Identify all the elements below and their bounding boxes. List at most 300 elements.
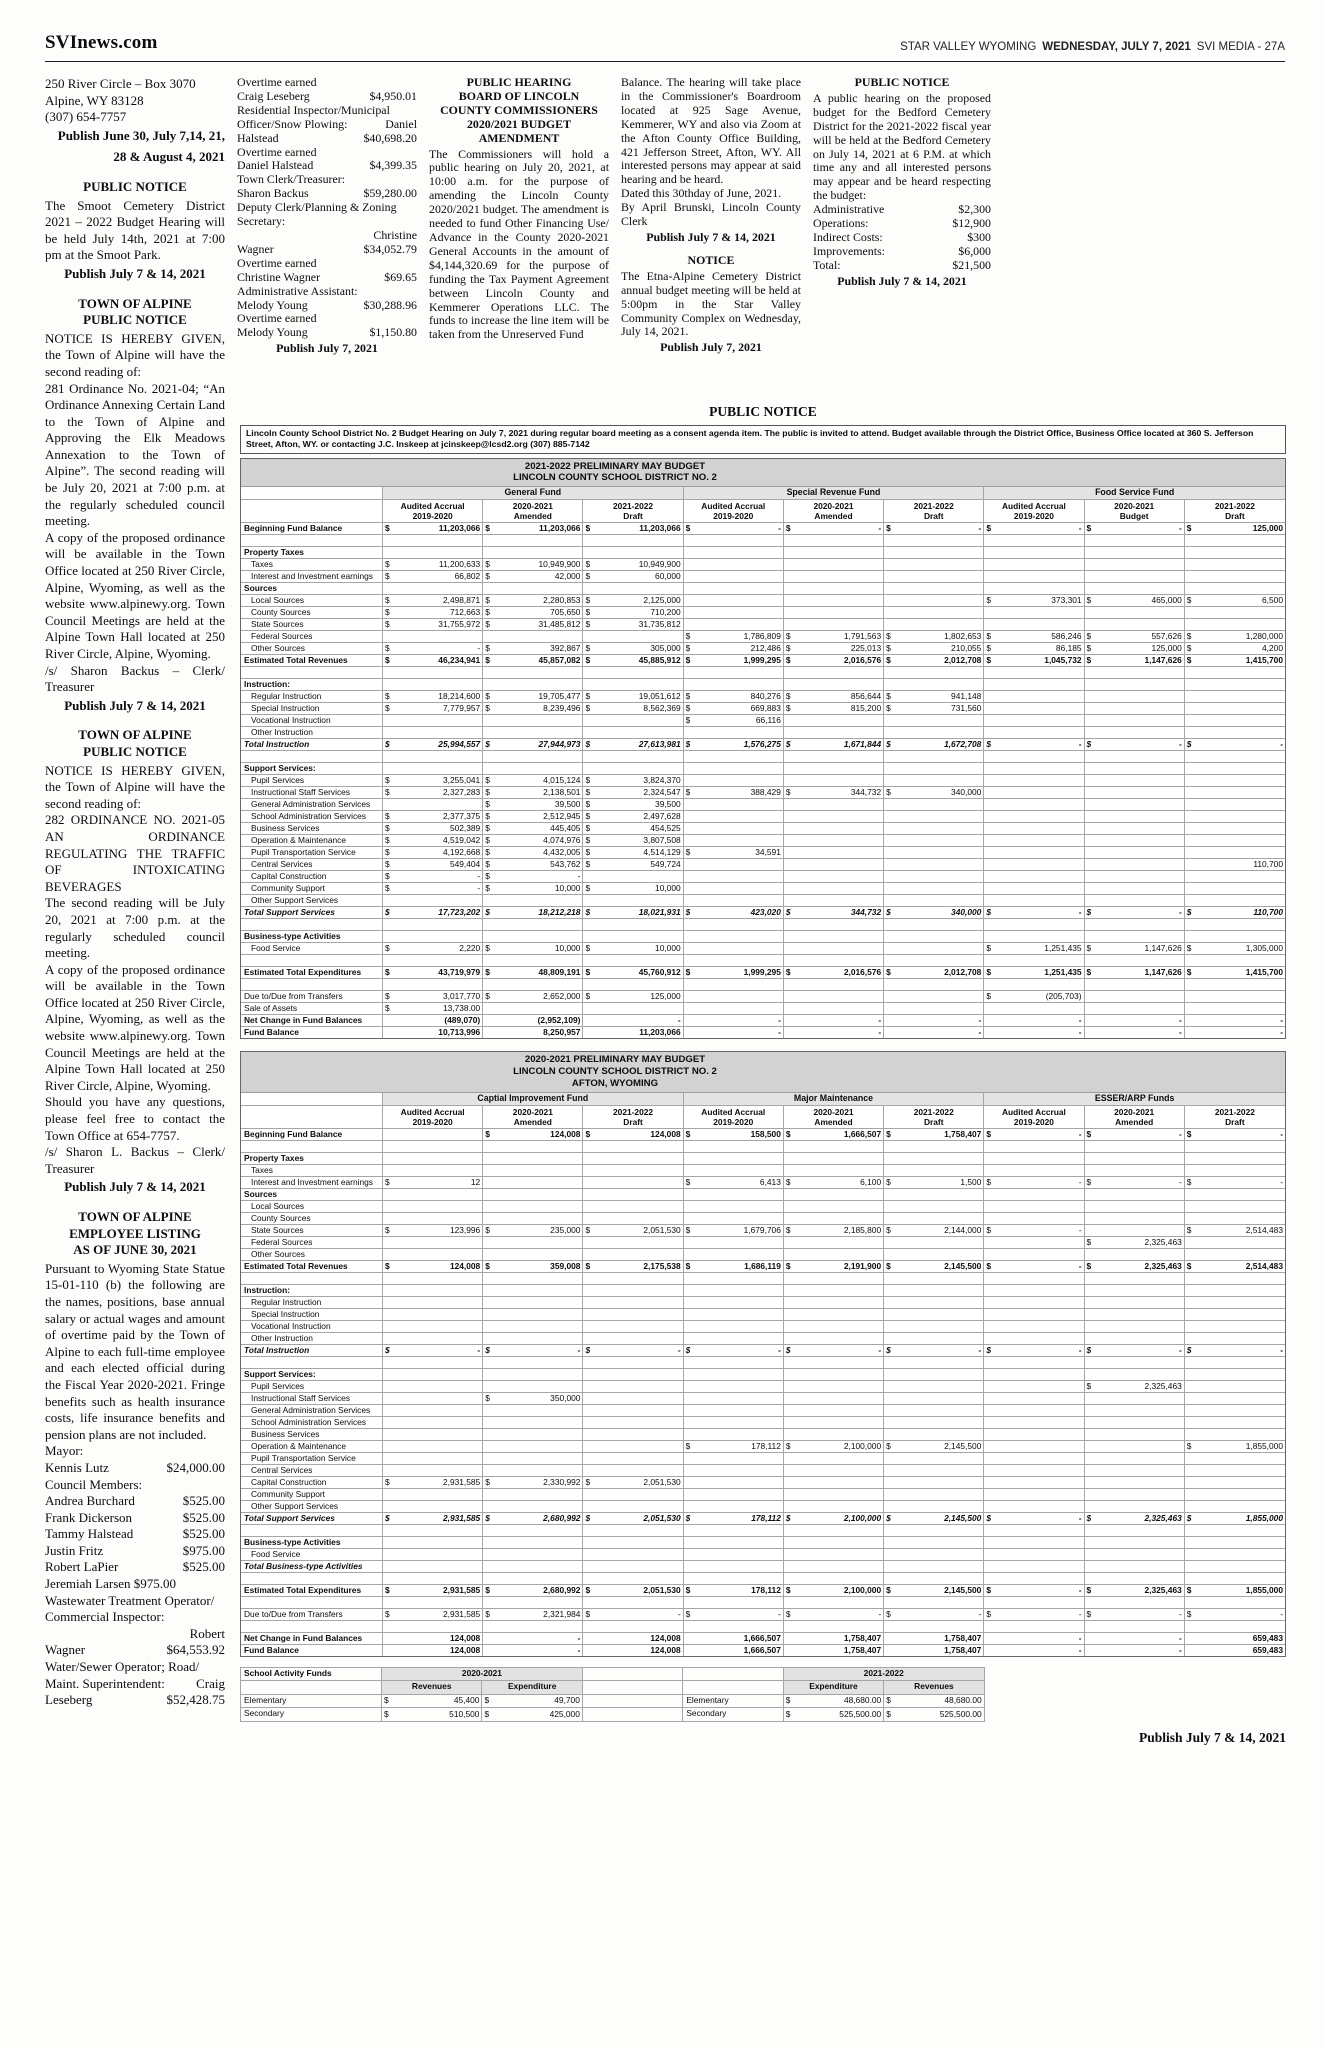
fund-row xyxy=(241,955,1285,967)
currency-sign: $ xyxy=(886,523,891,534)
fund-cell xyxy=(1185,1237,1285,1249)
cell-amount: 1,855,000 xyxy=(1245,1512,1283,1523)
fund-cell xyxy=(884,595,984,607)
pay-name: Officer/Snow Plowing: xyxy=(237,116,348,131)
fund-cell xyxy=(1085,871,1185,883)
fund-cell xyxy=(784,1695,884,1709)
currency-sign: $ xyxy=(585,799,591,810)
notice-pay-line xyxy=(237,187,417,201)
fund-cell xyxy=(383,619,483,631)
currency-sign: $ xyxy=(485,1344,490,1355)
currency-sign: $ xyxy=(485,595,490,606)
currency-sign: $ xyxy=(785,643,791,654)
fund-cell xyxy=(1185,1585,1285,1597)
fund-cell xyxy=(483,703,583,715)
fund-cell xyxy=(383,535,483,547)
fund-column-header xyxy=(1185,500,1285,523)
cell-amount: 2,330,992 xyxy=(543,1476,581,1487)
currency-sign: $ xyxy=(585,991,591,1002)
empty-cell xyxy=(1085,1695,1185,1709)
fund-row-label: Estimated Total Expenditures xyxy=(241,1585,383,1597)
fund-cell xyxy=(784,1405,884,1417)
currency-sign: $ xyxy=(485,1128,490,1139)
fund-cell xyxy=(383,979,483,991)
fund-row-label: Capital Construction xyxy=(241,871,383,883)
fund-cell xyxy=(984,991,1084,1003)
currency-sign: $ xyxy=(385,1176,390,1187)
cell-amount: 13,738.00 xyxy=(442,1003,481,1014)
fund-cell xyxy=(884,1129,984,1141)
fund-cell xyxy=(1185,955,1285,967)
fund-cell xyxy=(583,631,683,643)
cell-amount: 2,325,463 xyxy=(1144,1236,1182,1247)
fund-cell xyxy=(583,799,683,811)
cell-amount: 1,999,295 xyxy=(743,967,781,978)
fund-cell xyxy=(1085,799,1185,811)
fund-cell xyxy=(684,1369,784,1381)
cell-amount: 2,280,853 xyxy=(543,595,581,606)
fund-row xyxy=(241,1027,1285,1038)
fund-cell xyxy=(483,607,583,619)
fund-cell xyxy=(784,787,884,799)
fund-cell xyxy=(483,1585,583,1597)
currency-sign: $ xyxy=(1086,1584,1092,1595)
currency-sign: $ xyxy=(986,967,991,978)
fund-cell xyxy=(1085,1249,1185,1261)
currency-sign: $ xyxy=(1186,1584,1192,1595)
currency-sign: $ xyxy=(485,847,490,858)
fund-row-label: Capital Construction xyxy=(241,1477,383,1489)
fund-cell xyxy=(383,1249,483,1261)
fund-cell xyxy=(684,1141,784,1153)
fund-cell xyxy=(383,871,483,883)
fund-cell xyxy=(784,1381,884,1393)
fund-cell xyxy=(884,1141,984,1153)
fund-cell xyxy=(784,1369,884,1381)
fund-row xyxy=(241,1153,1285,1165)
cell-amount: 17,723,202 xyxy=(438,907,481,918)
fund-cell xyxy=(383,703,483,715)
fund-cell xyxy=(984,1621,1084,1633)
currency-sign: $ xyxy=(585,619,591,630)
notice-pay-line xyxy=(45,1526,225,1543)
fund-cell xyxy=(383,955,483,967)
fund-cell xyxy=(684,1297,784,1309)
cell-amount: - xyxy=(778,1015,781,1026)
notice-line-right: Robert xyxy=(189,1625,225,1641)
cell-amount: 340,000 xyxy=(951,787,982,798)
notice-line: Overtime earned xyxy=(237,255,317,270)
fund-cell xyxy=(784,583,884,595)
currency-sign: $ xyxy=(886,907,891,918)
fund-cell xyxy=(684,871,784,883)
cell-amount: 2,931,585 xyxy=(442,1476,481,1487)
fund-row-label: Total Business-type Activities xyxy=(241,1561,383,1573)
cell-amount: 27,613,981 xyxy=(638,739,681,750)
currency-sign: $ xyxy=(585,643,591,654)
cell-amount: 7,779,957 xyxy=(442,703,481,714)
fund-cell xyxy=(1085,523,1185,535)
currency-sign: $ xyxy=(785,787,791,798)
currency-sign: $ xyxy=(886,1176,891,1187)
currency-sign: $ xyxy=(1086,1344,1092,1355)
cell-amount: 2,145,500 xyxy=(944,1440,982,1451)
fund-cell xyxy=(684,1549,784,1561)
fund-cell xyxy=(483,667,583,679)
fund-cell xyxy=(784,1609,884,1621)
fund-cell xyxy=(884,559,984,571)
fund-cell xyxy=(984,1489,1084,1501)
fund-cell xyxy=(984,811,1084,823)
cell-amount: 1,758,407 xyxy=(944,1644,982,1655)
currency-sign: $ xyxy=(585,835,591,846)
fund-cell xyxy=(1085,643,1185,655)
fund-cell xyxy=(984,1357,1084,1369)
cell-amount: 2,377,375 xyxy=(442,811,481,822)
fund-row xyxy=(241,679,1285,691)
fund-cell xyxy=(1085,1015,1185,1027)
fund-cell xyxy=(684,847,784,859)
fund-cell xyxy=(583,523,683,535)
pay-name: Melody Young xyxy=(237,297,308,312)
pay-amount: $24,000.00 xyxy=(166,1459,225,1475)
empty-cell xyxy=(240,1681,382,1695)
fund-cell xyxy=(1085,847,1185,859)
fund-cell xyxy=(383,1561,483,1573)
fund-cell xyxy=(984,703,1084,715)
pay-name: Wagner xyxy=(237,241,274,256)
cell-amount: - xyxy=(778,523,781,534)
currency-sign: $ xyxy=(685,1584,691,1595)
fund-cell xyxy=(984,727,1084,739)
fund-cell xyxy=(583,679,683,691)
notice-line: Commercial Inspector: xyxy=(45,1609,165,1625)
fund-cell xyxy=(1085,1153,1185,1165)
fund-cell xyxy=(1085,1597,1185,1609)
fund-row-label: Fund Balance xyxy=(241,1645,383,1656)
fund-cell xyxy=(884,1237,984,1249)
fund-row xyxy=(241,703,1285,715)
fund-row xyxy=(241,691,1285,703)
notice-paragraph: /s/ Sharon Backus – Clerk/ Treasurer xyxy=(45,662,225,695)
fund-row xyxy=(241,559,1285,571)
fund-cell xyxy=(984,943,1084,955)
fund-cell xyxy=(684,1417,784,1429)
fund-cell xyxy=(383,1477,483,1489)
masthead xyxy=(45,32,1285,54)
budget-notice-heading: PUBLIC NOTICE xyxy=(709,404,817,419)
notice-heading-line: TOWN OF ALPINE xyxy=(78,295,192,311)
fund-cell xyxy=(583,1417,683,1429)
fund-cell xyxy=(1185,547,1285,559)
fund-cell xyxy=(784,739,884,751)
currency-sign: $ xyxy=(585,1584,591,1595)
fund-row-label: Estimated Total Revenues xyxy=(241,655,383,667)
fund-row-label xyxy=(241,1525,383,1537)
fund-cell xyxy=(684,907,784,919)
notice-heading-line: TOWN OF ALPINE xyxy=(78,1209,192,1224)
fund-cell xyxy=(383,763,483,775)
fund-cell xyxy=(1185,919,1285,931)
fund-cell xyxy=(1085,1609,1185,1621)
fund-row-label xyxy=(241,1357,383,1369)
fund-cell xyxy=(984,955,1084,967)
notice-heading-line: PUBLIC NOTICE xyxy=(83,743,187,759)
fund-row xyxy=(241,1585,1285,1597)
fund-cell xyxy=(784,655,884,667)
fund-cell xyxy=(583,1189,683,1201)
fund-cell xyxy=(884,895,984,907)
fund-cell xyxy=(884,883,984,895)
fund-row xyxy=(241,811,1285,823)
fund-cell xyxy=(684,631,784,643)
notice-heading xyxy=(621,254,801,268)
fund-row-label: Pupil Transportation Service xyxy=(241,1453,383,1465)
cell-amount: 48,680.00 xyxy=(843,1695,882,1706)
fund-cell xyxy=(884,691,984,703)
fund-cell xyxy=(483,1261,583,1273)
pay-name: Christine Wagner xyxy=(237,269,321,284)
fund-cell xyxy=(1085,1129,1185,1141)
fund-row xyxy=(241,859,1285,871)
fund-cell xyxy=(684,883,784,895)
fund-row-label: Business Services xyxy=(241,1429,383,1441)
fund-cell xyxy=(383,631,483,643)
site-brand: SVInews.com xyxy=(45,32,158,53)
fund-cell xyxy=(784,1189,884,1201)
fund-cell xyxy=(583,1321,683,1333)
fund-cell xyxy=(483,1633,583,1645)
cell-amount: - xyxy=(1078,1224,1082,1235)
fund-row-label: State Sources xyxy=(241,619,383,631)
notice-pay-line xyxy=(237,90,417,104)
fund-cell xyxy=(383,823,483,835)
fund-cell xyxy=(684,1537,784,1549)
fund-cell xyxy=(1085,1537,1185,1549)
fund-cell xyxy=(1085,1213,1185,1225)
notice-paragraph: 282 ORDINANCE NO. 2021-05 AN ORDINANCE REGULATING THE TRAFFIC OF INTOXICATING BEVERAGES xyxy=(45,812,225,894)
fund-cell xyxy=(483,763,583,775)
fund-cell xyxy=(583,1141,683,1153)
fund-row xyxy=(241,1177,1285,1189)
fund-row xyxy=(241,655,1285,667)
fund-row-label: Other Sources xyxy=(241,643,383,655)
fund-cell xyxy=(483,1345,583,1357)
fund-cell xyxy=(483,691,583,703)
currency-sign: $ xyxy=(485,811,490,822)
fund-cell xyxy=(483,1537,583,1549)
fund-row xyxy=(241,871,1285,883)
currency-sign: $ xyxy=(986,1584,991,1595)
fund-cell xyxy=(984,631,1084,643)
fund-cell xyxy=(1185,535,1285,547)
fund-column-header-line: 2020-2021 xyxy=(1114,501,1155,512)
fund-cell xyxy=(884,1369,984,1381)
cell-amount: 2,220 xyxy=(459,943,481,954)
currency-sign: $ xyxy=(585,943,591,954)
fund-cell xyxy=(483,1177,583,1189)
fund-cell xyxy=(1185,1213,1285,1225)
cell-amount: 39,500 xyxy=(554,799,581,810)
fund-cell xyxy=(1185,1633,1285,1645)
cell-amount: - xyxy=(878,523,882,534)
cell-amount: - xyxy=(978,1015,982,1026)
fund-cell xyxy=(483,1249,583,1261)
currency-sign: $ xyxy=(685,715,691,726)
fund-cell xyxy=(1085,1513,1185,1525)
cell-amount: 373,301 xyxy=(1051,595,1082,606)
fund-cell xyxy=(1085,691,1185,703)
cell-amount: 543,762 xyxy=(550,859,581,870)
fund-row-label: Net Change in Fund Balances xyxy=(241,1633,383,1645)
fund-row-label: Operation & Maintenance xyxy=(241,1441,383,1453)
notice-pay-line xyxy=(45,1692,225,1709)
fund-cell xyxy=(383,691,483,703)
cell-amount: - xyxy=(1078,1128,1082,1139)
fund-cell xyxy=(984,559,1084,571)
cell-amount: - xyxy=(1178,1644,1182,1655)
masthead-edition: SVI MEDIA - 27A xyxy=(1196,41,1285,53)
currency-sign: $ xyxy=(585,1512,591,1523)
fund-cell xyxy=(984,967,1084,979)
fund-cell xyxy=(684,1477,784,1489)
fund-row xyxy=(241,1537,1285,1549)
cell-amount: 46,234,941 xyxy=(438,655,481,666)
fund-cell xyxy=(383,811,483,823)
fund-cell xyxy=(984,1177,1084,1189)
cell-amount: 2,051,530 xyxy=(643,1512,681,1523)
fund-cell xyxy=(784,775,884,787)
cell-amount: 2,144,000 xyxy=(944,1224,982,1235)
fund-row-label: Estimated Total Revenues xyxy=(241,1261,383,1273)
fund-cell xyxy=(1085,1201,1185,1213)
cell-amount: 48,680.00 xyxy=(944,1695,982,1706)
fund-table xyxy=(240,1051,1286,1656)
fund-cell xyxy=(1185,1393,1285,1405)
cell-amount: 125,000 xyxy=(650,991,681,1002)
fund-row-label: Instructional Staff Services xyxy=(241,1393,383,1405)
cell-amount: 659,483 xyxy=(1252,1632,1283,1643)
fund-cell xyxy=(383,1621,483,1633)
cell-amount: 66,116 xyxy=(755,715,781,726)
cell-amount: 1,666,507 xyxy=(743,1644,781,1655)
currency-sign: $ xyxy=(585,595,591,606)
fund-cell xyxy=(1085,1165,1185,1177)
pay-name: Daniel Halstead xyxy=(237,158,314,173)
empty-cell xyxy=(985,1695,1085,1709)
cell-amount: 344,732 xyxy=(850,787,882,798)
fund-cell xyxy=(1085,1297,1185,1309)
publish-line: Publish July 7, 2021 xyxy=(660,340,762,355)
fund-cell xyxy=(383,1237,483,1249)
fund-cell xyxy=(884,1027,984,1038)
fund-cell xyxy=(383,1537,483,1549)
fund-row-label: Vocational Instruction xyxy=(241,1321,383,1333)
currency-sign: $ xyxy=(785,967,791,978)
fund-cell xyxy=(583,1213,683,1225)
cell-amount: 2,125,000 xyxy=(643,595,681,606)
fund-cell xyxy=(884,1633,984,1645)
fund-column-header-line: Audited Accrual xyxy=(400,1106,465,1117)
fund-cell xyxy=(383,667,483,679)
fund-cell xyxy=(1185,1345,1285,1357)
fund-cell xyxy=(684,655,784,667)
fund-row xyxy=(241,1345,1285,1357)
currency-sign: $ xyxy=(384,1695,389,1706)
cell-amount: 1,576,275 xyxy=(743,739,781,750)
pay-amount: $4,399.35 xyxy=(369,158,417,173)
cell-amount: - xyxy=(1178,1027,1182,1038)
fund-column-header xyxy=(784,1106,884,1129)
fund-row xyxy=(241,1465,1285,1477)
fund-cell xyxy=(684,1237,784,1249)
fund-column-header xyxy=(684,500,784,523)
cell-amount: 1,679,706 xyxy=(743,1224,781,1235)
currency-sign: $ xyxy=(385,523,390,534)
cell-amount: - xyxy=(1078,739,1082,750)
fund-cell xyxy=(583,1393,683,1405)
fund-cell xyxy=(684,571,784,583)
fund-cell xyxy=(684,691,784,703)
fund-row xyxy=(241,1189,1285,1201)
cell-amount: - xyxy=(978,1608,982,1619)
fund-row-label: Interest and Investment earnings xyxy=(241,1177,383,1189)
currency-sign: $ xyxy=(886,655,891,666)
fund-cell xyxy=(1085,823,1185,835)
fund-cell xyxy=(884,727,984,739)
fund-cell xyxy=(1085,547,1185,559)
cell-amount: 2,138,501 xyxy=(543,787,581,798)
fund-cell xyxy=(884,859,984,871)
fund-cell xyxy=(884,715,984,727)
fund-cell xyxy=(383,1003,483,1015)
fund-cell xyxy=(483,1273,583,1285)
cell-amount: 549,404 xyxy=(449,859,481,870)
fund-cell xyxy=(383,1417,483,1429)
fund-cell xyxy=(383,1015,483,1027)
currency-sign: $ xyxy=(685,1260,691,1271)
fund-cell xyxy=(884,943,984,955)
currency-sign: $ xyxy=(585,823,591,834)
fund-cell xyxy=(684,1609,784,1621)
fund-cell xyxy=(684,1393,784,1405)
cell-amount: 225,013 xyxy=(850,643,882,654)
notice-line: Secretary: xyxy=(237,214,286,229)
fund-cell xyxy=(483,1489,583,1501)
fund-cell xyxy=(483,1381,583,1393)
fund-cell xyxy=(1085,931,1185,943)
currency-sign: $ xyxy=(986,1224,991,1235)
cell-amount: 6,100 xyxy=(860,1176,882,1187)
fund-cell xyxy=(583,991,683,1003)
cell-amount: 178,112 xyxy=(751,1512,781,1523)
fund-cell xyxy=(1085,1453,1185,1465)
fund-row xyxy=(241,967,1285,979)
fund-cell xyxy=(583,655,683,667)
fund-cell xyxy=(784,763,884,775)
fund-cell xyxy=(483,919,583,931)
fund-cell xyxy=(383,799,483,811)
fund-cell xyxy=(984,1333,1084,1345)
fund-row xyxy=(241,1015,1285,1027)
fund-cell xyxy=(984,919,1084,931)
budget-notice-intro: Lincoln County School District No. 2 Budget Hearing on July 7, 2021 during regular board meeting as a consent agenda item. The public is invited to attend. Budget available through the District Office, Business Office located at 360 S. Jefferson Street, Afton, WY. or contacting J.C. Inskeep at jcinskeep@lcsd2.org (307) 885-7142 xyxy=(240,425,1286,454)
fund-cell xyxy=(483,1441,583,1453)
fund-cell xyxy=(1085,751,1185,763)
fund-cell xyxy=(583,1357,683,1369)
fund-cell xyxy=(583,535,683,547)
notice-heading xyxy=(45,1209,225,1259)
